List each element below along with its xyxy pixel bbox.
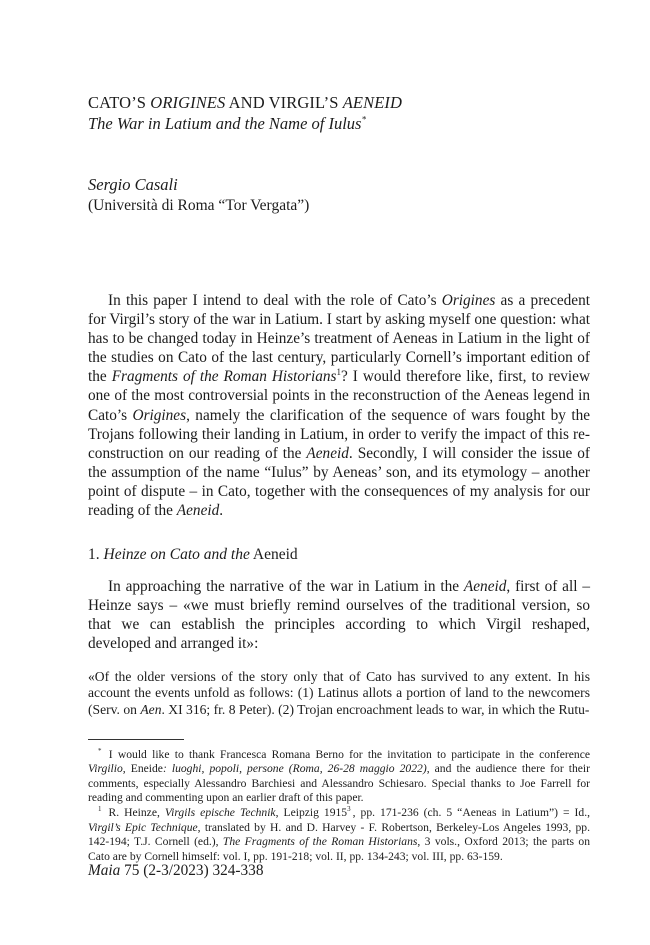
footnote-mark: * bbox=[98, 746, 102, 755]
section-heading-1 bbox=[88, 545, 590, 565]
section-number: 1. bbox=[88, 546, 104, 564]
italic-run: Aen bbox=[140, 701, 162, 717]
text-run: «Of the older versions of the story only that of Cato has survived to any extent. In his account the events unfold as follows: (1) Latinus allots a portion of land to the newcomers (Serv. on bbox=[88, 668, 590, 717]
footnote-mark: 1 bbox=[98, 805, 102, 814]
page-footer-citation bbox=[88, 862, 263, 880]
edition-superscript: 3 bbox=[347, 805, 351, 814]
text-run: , translated by H. and D. Harvey - F. Robertson, Berkeley-Los Angeles 1993, pp. 142-194; T.J. Cornell (ed.), bbox=[88, 820, 590, 849]
italic-run: Fragments of the Roman Historians bbox=[111, 368, 337, 386]
footnote-marker[interactable]: * bbox=[361, 114, 366, 125]
title-text: AND VIRGIL’S bbox=[225, 93, 343, 112]
italic-run: Virgils epische Technik bbox=[164, 805, 276, 819]
title-text: CATO’S bbox=[88, 93, 151, 112]
footnote-star bbox=[88, 748, 590, 806]
text-run: as a precedent for Virgil’s story of the war in Latium. I start by asking myself one question: what has to be changed today in Heinze’s treatment of Aeneas in Latium in the light of the studies on Cato of the last century, particularly Cornell’s important edition of the bbox=[88, 292, 590, 386]
italic-run: The Fragments of the Roman Historians bbox=[222, 835, 418, 849]
text-run: ? I would therefore like, first, to review one of the most controversial points in the reconstruction of the Aeneas legend in Cato’s bbox=[88, 368, 590, 424]
text-run: In approaching the narrative of the war in Latium in the bbox=[108, 578, 464, 596]
italic-run: Origines bbox=[132, 406, 187, 424]
italic-run: Origines bbox=[441, 292, 496, 309]
citation-text: 75 (2-3/2023) 324-338 bbox=[120, 862, 264, 879]
text-run: . XI 316; fr. 8 Peter). (2) Trojan encroachment leads to war, in which the Rutu- bbox=[161, 701, 590, 717]
text-run: R. Heinze, bbox=[103, 805, 165, 819]
italic-run: Aeneid bbox=[176, 502, 220, 520]
footnote-1 bbox=[88, 806, 590, 864]
block-quote bbox=[88, 669, 590, 719]
text-run: Eneide bbox=[125, 762, 163, 776]
intro-paragraph bbox=[88, 291, 590, 520]
text-run: , and the audience there for their comments, especially Alessandro Barchiesi and Alessandro Schiesaro. Special thanks to Joe Farrell for reading and commenting upon an earlier draft of this paper. bbox=[88, 762, 590, 805]
italic-run: Aeneid bbox=[306, 444, 349, 462]
subtitle-text: The War in Latium and the Name of Iulus bbox=[88, 114, 362, 133]
text-run: , namely the clarification of the sequence of wars fought by the Trojans following their landing in Latium, in order to verify the impact of this re-construction on our reading of the bbox=[88, 406, 591, 462]
section-title-text: Aeneid bbox=[249, 546, 298, 564]
article-subtitle bbox=[88, 113, 590, 134]
italic-run: : luoghi, popoli, persone (Roma, 26-28 maggio 2022) bbox=[162, 762, 427, 776]
text-run: . Secondly, I will consider the issue of the assumption of the name “Iulus” by Aeneas’ son, and its etymology – another point of dispute – in Cato, together with the consequences of my analysis for our reading of the bbox=[88, 444, 590, 520]
article-title bbox=[88, 92, 590, 113]
italic-run: Virgilio, bbox=[88, 762, 126, 776]
text-run: , pp. 171-236 (ch. 5 “Aeneas in Latium”) = Id., bbox=[352, 805, 590, 819]
title-italic-origines: ORIGINES bbox=[150, 93, 226, 112]
text-run: , first of all – Heinze says – «we must briefly remind ourselves of the traditional version, so that we can establish the principles according to which Virgil reshaped, developed and arranged it»: bbox=[88, 578, 590, 653]
italic-run: Virgil’s Epic Technique bbox=[88, 820, 198, 834]
text-run: In this paper I intend to deal with the role of Cato’s bbox=[108, 292, 442, 309]
title-italic-aeneid: AENEID bbox=[342, 93, 402, 112]
text-run: , Leipzig 1915 bbox=[275, 805, 348, 819]
italic-run: Aeneid bbox=[463, 578, 507, 596]
author-affiliation: (Università di Roma “Tor Vergata”) bbox=[88, 197, 310, 214]
footnote-divider bbox=[88, 739, 184, 740]
text-run: . bbox=[219, 502, 224, 520]
journal-name: Maia bbox=[88, 862, 121, 879]
body-paragraph bbox=[88, 577, 590, 653]
footnote-ref-1[interactable]: 1 bbox=[336, 367, 341, 378]
author-name: Sergio Casali bbox=[88, 175, 178, 194]
text-run: , 3 vols., Oxford 2013; the parts on Cato are by Cornell himself: vol. I, pp. 191-218; vol. II, pp. 134-243; vol. III, pp. 63-159. bbox=[88, 835, 591, 863]
section-title-italic: Heinze on Cato and the bbox=[103, 546, 250, 564]
text-run: I would like to thank Francesca Romana Berno for the invitation to participate in the conference bbox=[103, 747, 590, 761]
